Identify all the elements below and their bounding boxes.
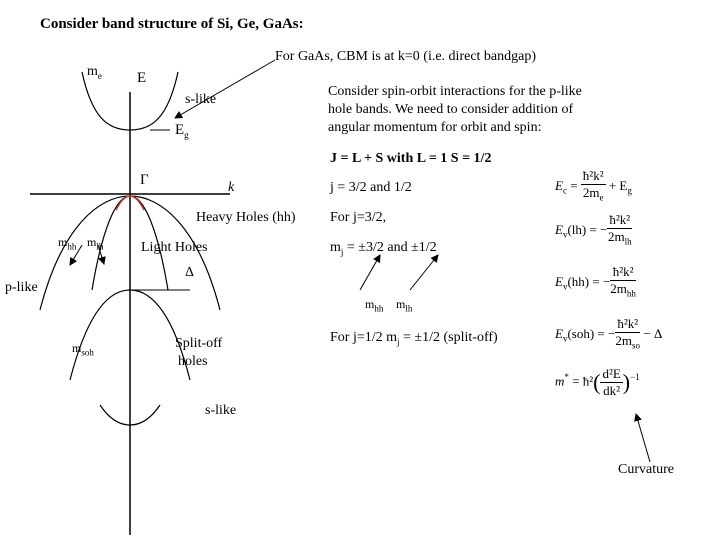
split-off-line-2: holes	[178, 354, 208, 369]
cbm-arrow	[175, 60, 275, 118]
slide-title: Consider band structure of Si, Ge, GaAs:	[40, 16, 304, 32]
jls-line: J = L + S with L = 1 S = 1/2	[330, 151, 492, 166]
mlh-label: $m_{lh}$	[87, 235, 104, 252]
mj-arrow-2	[410, 255, 438, 290]
msoh-label: $m_{soh}$	[72, 341, 94, 358]
eq-heavy-hole: $E_v(hh)$ = − $\frac{\text{ħ²k²}}{2m_{hh}}$	[555, 264, 636, 299]
delta-label: Δ	[185, 265, 195, 280]
eq-light-hole: $E_v(lh)$ = − $\frac{\text{ħ²k²}}{2m_{lh}}$	[555, 212, 632, 247]
spin-orbit-line-2: hole bands. We need to consider addition of	[328, 102, 574, 117]
split-off-line-1: Split-off	[175, 336, 223, 351]
eq-split-off: $E_v(soh)$ = − $\frac{\text{ħ²k²}}{2m_{so}}$ − Δ	[555, 316, 663, 351]
gamma-label: Γ	[140, 172, 149, 188]
p-like-label: p-like	[5, 280, 38, 295]
mj-line: $m_j = \pm 3/2$ and ±1/2	[330, 240, 437, 257]
curvature-arrow	[636, 414, 650, 462]
for-j12: For j=1/2 $m_j = \pm 1/2$ (split-off)	[330, 330, 498, 347]
spin-orbit-line-1: Consider spin-orbit interactions for the p-like	[328, 84, 582, 99]
eg-label: $E_g$	[175, 122, 189, 140]
cbm-note: For GaAs, CBM is at k=0 (i.e. direct bandgap)	[275, 49, 537, 64]
k-axis-label: k	[228, 180, 235, 195]
heavy-holes-label: Heavy Holes (hh)	[196, 210, 296, 225]
eq-effective-mass: m* = ħ²( $\frac{\text{d²E}}{\text{dk²}}$ )$^{-1}$	[555, 366, 640, 398]
for-j32: For j=3/2,	[330, 210, 387, 225]
curvature-label: Curvature	[618, 462, 674, 477]
eq-conduction: $E_c$ = $\frac{\text{ħ²k²}}{2m_e}$ + $E_g$	[555, 168, 632, 203]
s-like-bottom: s-like	[205, 403, 237, 418]
j-values: j = 3/2 and 1/2	[330, 180, 412, 195]
mhh-label: $m_{hh}$	[58, 235, 77, 252]
mhh-bottom-label: $m_{hh}$	[365, 297, 384, 314]
light-holes-label: Light Holes	[141, 240, 208, 255]
e-axis-label: E	[137, 70, 147, 86]
spin-orbit-line-3: angular momentum for orbit and spin:	[328, 120, 542, 135]
s-like-top: s-like	[185, 92, 217, 107]
me-label: $m_e$	[87, 64, 102, 81]
mlh-bottom-label: $m_{lh}$	[396, 297, 413, 314]
mj-arrow-1	[360, 255, 380, 290]
